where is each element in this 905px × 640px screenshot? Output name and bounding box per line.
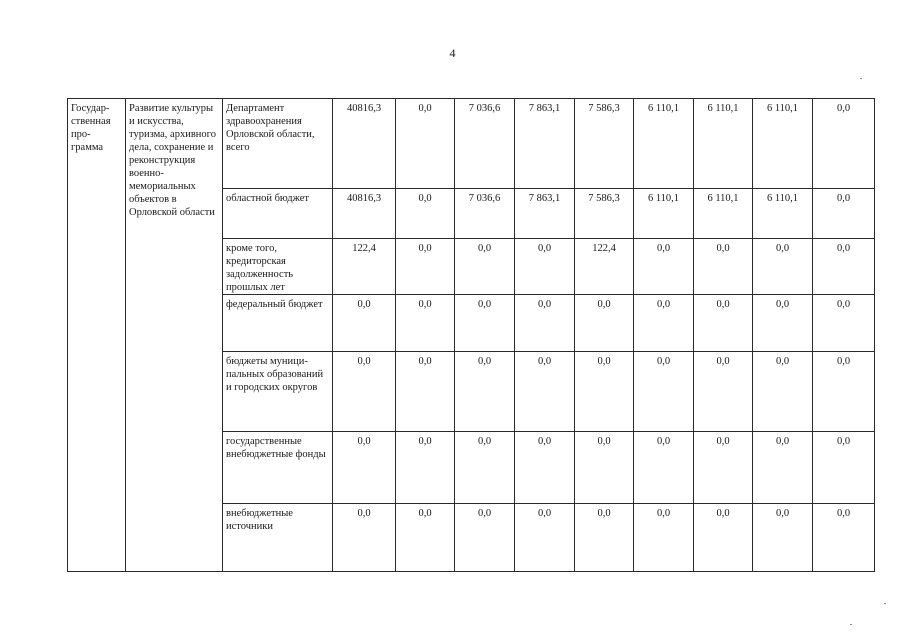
value-cell: 0,0 [813, 352, 875, 432]
value-cell: 0,0 [575, 432, 634, 504]
value-cell: 6 110,1 [753, 99, 813, 189]
funding-source-cell: бюджеты муници-пальных образований и городских округов [223, 352, 333, 432]
value-cell: 0,0 [455, 239, 515, 295]
value-cell: 0,0 [515, 352, 575, 432]
funding-source-cell: Департамент здравоохранения Орловской области, всего [223, 99, 333, 189]
value-cell: 0,0 [515, 504, 575, 572]
value-cell: 40816,3 [333, 189, 396, 239]
value-cell: 0,0 [396, 295, 455, 352]
value-cell: 0,0 [753, 239, 813, 295]
value-cell: 0,0 [694, 295, 753, 352]
value-cell: 0,0 [634, 432, 694, 504]
funding-source-cell: федеральный бюджет [223, 295, 333, 352]
value-cell: 0,0 [634, 239, 694, 295]
scan-speck [860, 78, 862, 79]
scan-speck [884, 603, 886, 604]
value-cell: 7 036,6 [455, 189, 515, 239]
value-cell: 0,0 [634, 295, 694, 352]
value-cell: 0,0 [694, 504, 753, 572]
value-cell: 0,0 [396, 432, 455, 504]
value-cell: 0,0 [396, 239, 455, 295]
page-number: 4 [449, 46, 456, 60]
value-cell: 0,0 [694, 432, 753, 504]
value-cell: 6 110,1 [634, 189, 694, 239]
value-cell: 0,0 [455, 504, 515, 572]
value-cell: 7 863,1 [515, 189, 575, 239]
value-cell: 7 036,6 [455, 99, 515, 189]
value-cell: 0,0 [515, 432, 575, 504]
value-cell: 0,0 [575, 295, 634, 352]
value-cell: 0,0 [753, 432, 813, 504]
value-cell: 0,0 [634, 352, 694, 432]
value-cell: 122,4 [575, 239, 634, 295]
value-cell: 0,0 [694, 239, 753, 295]
value-cell: 6 110,1 [694, 99, 753, 189]
value-cell: 6 110,1 [753, 189, 813, 239]
value-cell: 0,0 [753, 295, 813, 352]
value-cell: 40816,3 [333, 99, 396, 189]
value-cell: 0,0 [753, 504, 813, 572]
value-cell: 0,0 [396, 504, 455, 572]
value-cell: 0,0 [396, 189, 455, 239]
table-row [68, 99, 875, 189]
value-cell: 0,0 [813, 189, 875, 239]
value-cell: 0,0 [333, 295, 396, 352]
value-cell: 0,0 [396, 99, 455, 189]
value-cell: 0,0 [333, 504, 396, 572]
value-cell: 6 110,1 [694, 189, 753, 239]
value-cell: 0,0 [813, 99, 875, 189]
funding-source-cell: внебюджетные источники [223, 504, 333, 572]
funding-source-cell: государственные внебюджетные фонды [223, 432, 333, 504]
value-cell: 7 863,1 [515, 99, 575, 189]
value-cell: 0,0 [515, 239, 575, 295]
scan-speck [850, 624, 852, 625]
value-cell: 0,0 [813, 239, 875, 295]
value-cell: 0,0 [813, 295, 875, 352]
program-type-cell: Государ-ственная про-грамма [68, 99, 126, 572]
funding-source-cell: областной бюджет [223, 189, 333, 239]
value-cell: 6 110,1 [634, 99, 694, 189]
value-cell: 0,0 [333, 352, 396, 432]
value-cell: 0,0 [634, 504, 694, 572]
value-cell: 0,0 [455, 295, 515, 352]
value-cell: 0,0 [575, 504, 634, 572]
value-cell: 0,0 [813, 504, 875, 572]
program-name-cell: Развитие культуры и искусства, туризма, архивного дела, сохранение и реконструкция военно-мемориальных объектов в Орловской области [126, 99, 223, 572]
value-cell: 0,0 [694, 352, 753, 432]
value-cell: 0,0 [455, 352, 515, 432]
value-cell: 0,0 [813, 432, 875, 504]
value-cell: 122,4 [333, 239, 396, 295]
value-cell: 7 586,3 [575, 99, 634, 189]
value-cell: 0,0 [515, 295, 575, 352]
value-cell: 7 586,3 [575, 189, 634, 239]
value-cell: 0,0 [333, 432, 396, 504]
value-cell: 0,0 [575, 352, 634, 432]
funding-source-cell: кроме того, кредиторская задолженность прошлых лет [223, 239, 333, 295]
value-cell: 0,0 [396, 352, 455, 432]
value-cell: 0,0 [753, 352, 813, 432]
value-cell: 0,0 [455, 432, 515, 504]
budget-table [67, 98, 875, 572]
